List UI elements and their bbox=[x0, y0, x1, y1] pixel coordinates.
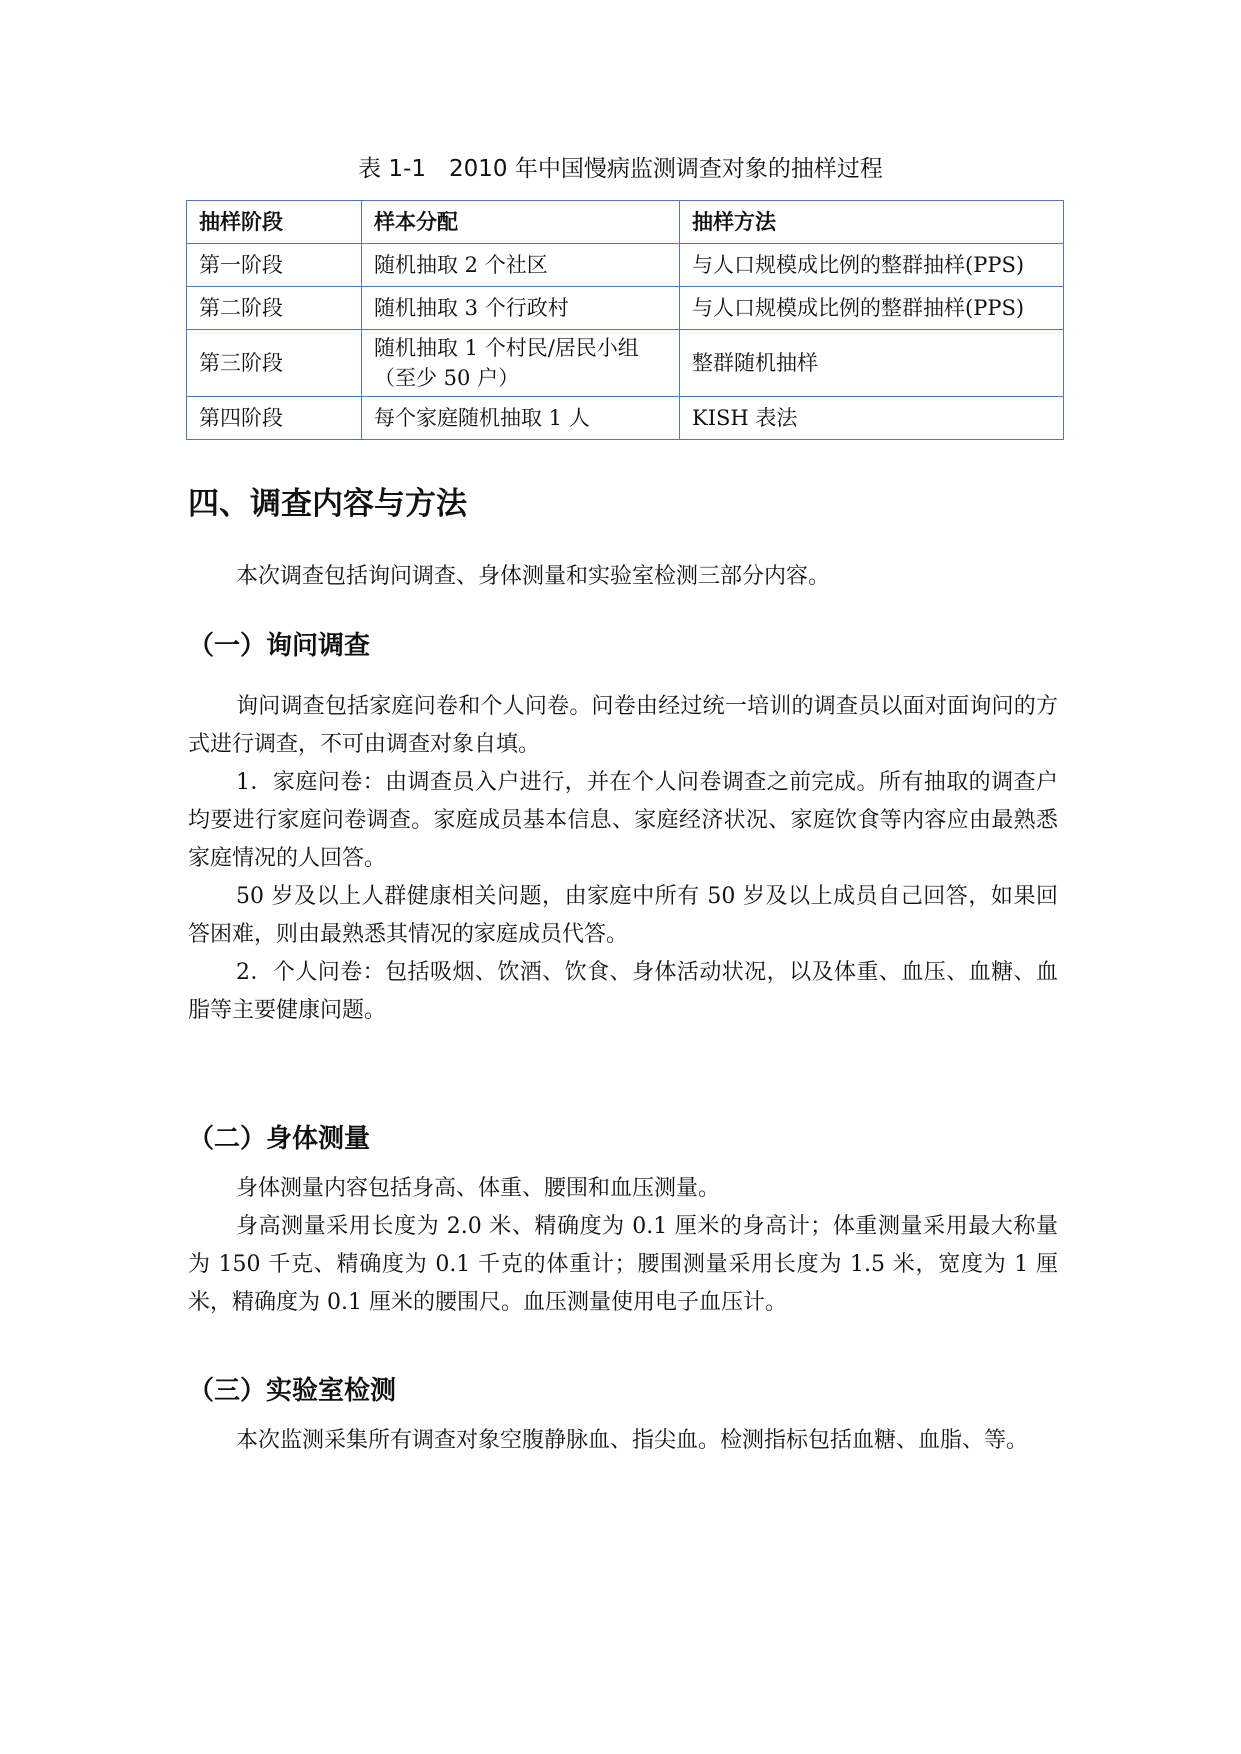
table-cell-multiline bbox=[362, 330, 680, 397]
table-row bbox=[187, 330, 1064, 397]
table-cell: 第三阶段 bbox=[187, 330, 362, 397]
table-cell: 第四阶段 bbox=[187, 397, 362, 440]
section-intro: 本次调查包括询问调查、身体测量和实验室检测三部分内容。 bbox=[236, 564, 831, 589]
paragraph: 询问调查包括家庭问卷和个人问卷。问卷由经过统一培训的调查员以面对面询问的方式进行调查，不可由调查对象自填。 bbox=[188, 694, 1058, 757]
cell-line: （至少 50 户） bbox=[374, 366, 520, 390]
table-cell: 随机抽取 3 个行政村 bbox=[362, 287, 680, 330]
subsection-heading-physical: （二）身体测量 bbox=[188, 1124, 371, 1154]
paragraph: 身体测量内容包括身高、体重、腰围和血压测量。 bbox=[236, 1176, 721, 1201]
table-row bbox=[187, 244, 1064, 287]
table-cell: 与人口规模成比例的整群抽样(PPS) bbox=[680, 244, 1064, 287]
cell-line: 随机抽取 1 个村民/居民小组 bbox=[374, 336, 639, 360]
paragraph: 身高测量采用长度为 2.0 米、精确度为 0.1 厘米的身高计；体重测量采用最大称量为 150 千克、精确度为 0.1 千克的体重计；腰围测量采用长度为 1.5 米，宽度为 1 厘米，精确度为 0.1 厘米的腰围尺。血压测量使用电子血压计。 bbox=[188, 1214, 1058, 1315]
sampling-table bbox=[186, 200, 1064, 440]
table-header-row bbox=[187, 201, 1064, 244]
table-cell: 与人口规模成比例的整群抽样(PPS) bbox=[680, 287, 1064, 330]
subsection-heading-laboratory: （三）实验室检测 bbox=[188, 1376, 397, 1406]
table-cell: 整群随机抽样 bbox=[680, 330, 1064, 397]
table-cell: 第一阶段 bbox=[187, 244, 362, 287]
paragraph: 50 岁及以上人群健康相关问题，由家庭中所有 50 岁及以上成员自己回答，如果回答困难，则由最熟悉其情况的家庭成员代答。 bbox=[188, 884, 1058, 947]
header-cell-allocation: 样本分配 bbox=[362, 201, 680, 244]
table-row bbox=[187, 397, 1064, 440]
table-cell: 随机抽取 2 个社区 bbox=[362, 244, 680, 287]
table-cell: KISH 表法 bbox=[680, 397, 1064, 440]
paragraph: 2．个人问卷：包括吸烟、饮酒、饮食、身体活动状况，以及体重、血压、血糖、血脂等主要健康问题。 bbox=[188, 960, 1058, 1023]
table-caption: 表 1-1 2010 年中国慢病监测调查对象的抽样过程 bbox=[358, 156, 883, 182]
paragraph: 本次监测采集所有调查对象空腹静脉血、指尖血。检测指标包括血糖、血脂、等。 bbox=[236, 1428, 1029, 1453]
section-heading: 四、调查内容与方法 bbox=[188, 486, 467, 522]
paragraph: 1．家庭问卷：由调查员入户进行，并在个人问卷调查之前完成。所有抽取的调查户均要进行家庭问卷调查。家庭成员基本信息、家庭经济状况、家庭饮食等内容应由最熟悉家庭情况的人回答。 bbox=[188, 770, 1058, 871]
subsection-heading-inquiry: （一）询问调查 bbox=[188, 631, 371, 661]
header-cell-stage: 抽样阶段 bbox=[187, 201, 362, 244]
table-cell: 每个家庭随机抽取 1 人 bbox=[362, 397, 680, 440]
header-cell-method: 抽样方法 bbox=[680, 201, 1064, 244]
table-row bbox=[187, 287, 1064, 330]
table-cell: 第二阶段 bbox=[187, 287, 362, 330]
